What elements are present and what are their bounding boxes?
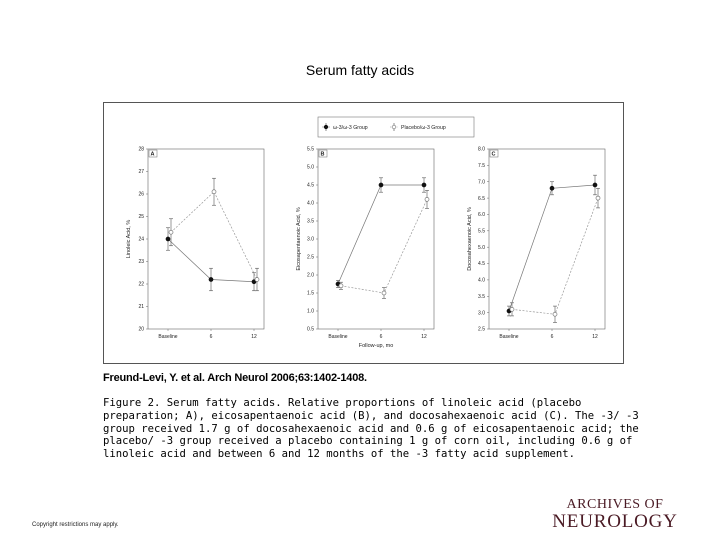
figure-frame (103, 102, 624, 364)
y-tick-label: 3.5 (478, 293, 485, 300)
y-tick-label: 25 (138, 214, 144, 221)
y-tick-label: 7.5 (478, 163, 485, 170)
x-tick-label: 12 (421, 334, 427, 340)
x-tick-label: 6 (379, 334, 383, 340)
y-tick-label: 5.5 (307, 146, 314, 153)
series-line-placebo (512, 198, 598, 314)
x-tick-label: Baseline (499, 334, 519, 340)
data-point-placebo (169, 230, 173, 234)
y-axis-label: Eicosapentaenoic Acid, % (296, 207, 302, 271)
y-tick-label: 4.5 (307, 182, 314, 189)
data-point-placebo (255, 278, 259, 282)
legend-marker-filled (324, 125, 328, 129)
y-tick-label: 5.5 (478, 228, 485, 235)
x-tick-label: 12 (592, 334, 598, 340)
figure-caption: Figure 2. Serum fatty acids. Relative proportions of linoleic acid (placebo preparation; A), eicosapentaenoic acid (B), and docosahexaenoic acid (C). The -3/ -3 group received 1.7 g of docosahexaenoic acid and 0.6 g of eicosapentaenoic acid; the placebo/ -3 group received a placebo containing 1 g of corn oil, including 0.6 g of linoleic acid and between 6 and 12 months of the -3 fatty acid supplement. (103, 397, 639, 461)
y-tick-label: 24 (138, 236, 144, 243)
y-tick-label: 23 (138, 259, 144, 266)
y-tick-label: 0.5 (307, 326, 314, 333)
series-line-omega3 (509, 185, 595, 311)
panel-frame (489, 149, 605, 329)
data-point-omega3 (379, 183, 383, 187)
panel-letter: A (150, 151, 155, 158)
data-point-omega3 (593, 183, 597, 187)
y-tick-label: 4.0 (307, 200, 314, 207)
citation: Freund-Levi, Y. et al. Arch Neurol 2006;63:1402-1408. (103, 372, 367, 384)
y-tick-label: 7.0 (478, 179, 485, 186)
x-tick-label: 12 (251, 334, 257, 340)
series-line-omega3 (338, 185, 424, 284)
y-tick-label: 2.0 (307, 272, 314, 279)
y-tick-label: 6.0 (478, 212, 485, 219)
y-tick-label: 26 (138, 191, 144, 198)
legend-label: Placebo/ω-3 Group (401, 125, 446, 131)
y-tick-label: 5.0 (478, 244, 485, 251)
y-tick-label: 2.5 (307, 254, 314, 261)
data-point-placebo (382, 291, 386, 295)
x-axis-label: Follow-up, mo (358, 343, 394, 349)
fatty-acids-chart (104, 103, 623, 363)
y-tick-label: 1.0 (307, 308, 314, 315)
data-point-omega3 (422, 183, 426, 187)
x-tick-label: 6 (550, 334, 554, 340)
y-tick-label: 6.5 (478, 195, 485, 202)
y-tick-label: 8.0 (478, 146, 485, 153)
y-tick-label: 3.0 (478, 310, 485, 317)
data-point-placebo (212, 190, 216, 194)
journal-logo (530, 498, 700, 532)
journal-logo-bottom: NEUROLOGY (552, 511, 678, 532)
data-point-placebo (510, 307, 514, 311)
y-tick-label: 4.0 (478, 277, 485, 284)
x-tick-label: 6 (209, 334, 213, 340)
panel-letter: B (320, 151, 325, 158)
legend-marker-open (392, 125, 396, 129)
y-tick-label: 3.5 (307, 218, 314, 225)
slide-title: Serum fatty acids (305, 62, 415, 78)
data-point-omega3 (209, 278, 213, 282)
y-tick-label: 5.0 (307, 164, 314, 171)
copyright-notice: Copyright restrictions may apply. (32, 522, 119, 528)
data-point-omega3 (166, 237, 170, 241)
data-point-placebo (339, 284, 343, 288)
journal-logo-top: ARCHIVES OF (566, 497, 664, 512)
y-tick-label: 4.5 (478, 261, 485, 268)
data-point-placebo (425, 197, 429, 201)
y-tick-label: 20 (138, 326, 144, 333)
y-axis-label: Docosahexaenoic Acid, % (467, 207, 473, 271)
y-tick-label: 21 (138, 304, 144, 311)
y-tick-label: 1.5 (307, 290, 314, 297)
data-point-placebo (553, 312, 557, 316)
legend-label: ω-3/ω-3 Group (333, 125, 368, 131)
x-tick-label: Baseline (158, 334, 178, 340)
data-point-placebo (596, 196, 600, 200)
panel-frame (318, 149, 434, 329)
y-tick-label: 3.0 (307, 236, 314, 243)
panel-letter: C (491, 151, 496, 158)
y-axis-label: Linoleic Acid, % (126, 219, 132, 259)
y-tick-label: 28 (138, 146, 144, 153)
x-tick-label: Baseline (328, 334, 348, 340)
y-tick-label: 22 (138, 281, 144, 288)
data-point-omega3 (550, 186, 554, 190)
series-line-placebo (341, 199, 427, 293)
y-tick-label: 27 (138, 169, 144, 176)
panel-frame (148, 149, 264, 329)
y-tick-label: 2.5 (478, 326, 485, 333)
